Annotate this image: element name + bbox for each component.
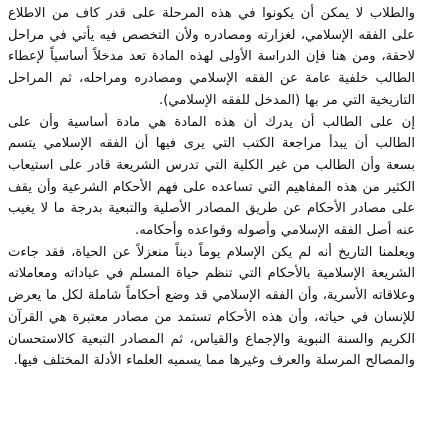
- paragraph-2: إن على الطالب أن يدرك أن هذه المادة هي مادة أساسية وأن على الطالب أن يبدأ مراجعة الكتب التي يرى فيها أن الفقه الإسلامي يتسم بسعة وأن الطالب من غير الكلية التي تدرس الشريعة قادر على استيعاب الكثير من هذه المفاهيم التي تساعده على فهم الأحكام الشرعية وأن يقف على مصادر الأحكام عن طريق المصادر الأصلية والتبعية بدرجة ما لا يغيب عنه أصل الفقه الإسلامي وأصوله وقواعده وأحكامه.: [8, 114, 415, 239]
- paragraph-1: والطلاب لا يمكن أن يكونوا في هذه المرحلة على قدر كاف من الاطلاع على الفقه الإسلامي، لغزارته ومصادره ولأن التخصص فيه يأتي في مراحل لاحقة، ومن هنا فإن الدراسة الأولى لهذه المادة تعد مدخلاً أساسياً لإعطاء الطالب خلفية عامة عن الفقه الإسلامي ومصادره ومراحله، ثم المراحل التاريخية التي مر بها (المدخل للفقه الإسلامي).: [8, 6, 415, 108]
- paragraph-3: ويعلمنا التاريخ أنه لم يكن الإسلام يوماً ديناً منعزلاً عن الحياة، فقد جاءت الشريعة الإسلامية بالأحكام التي تنظم حياة المسلم في عباداته ومعاملاته وعلاقاته الأسرية، وأن الفقه الإسلامي قد وضع أحكاماً شاملة لكل ما يعرض للإنسان في حياته، وأن هذه الأحكام تستمد من مصادر معتبرة هي القرآن الكريم والسنة النبوية والإجماع والقياس، ثم المصادر التبعية كالاستحسان والمصالح المرسلة والعرف وغيرها مما يسميه العلماء الأدلة المختلف فيها.: [8, 244, 415, 369]
